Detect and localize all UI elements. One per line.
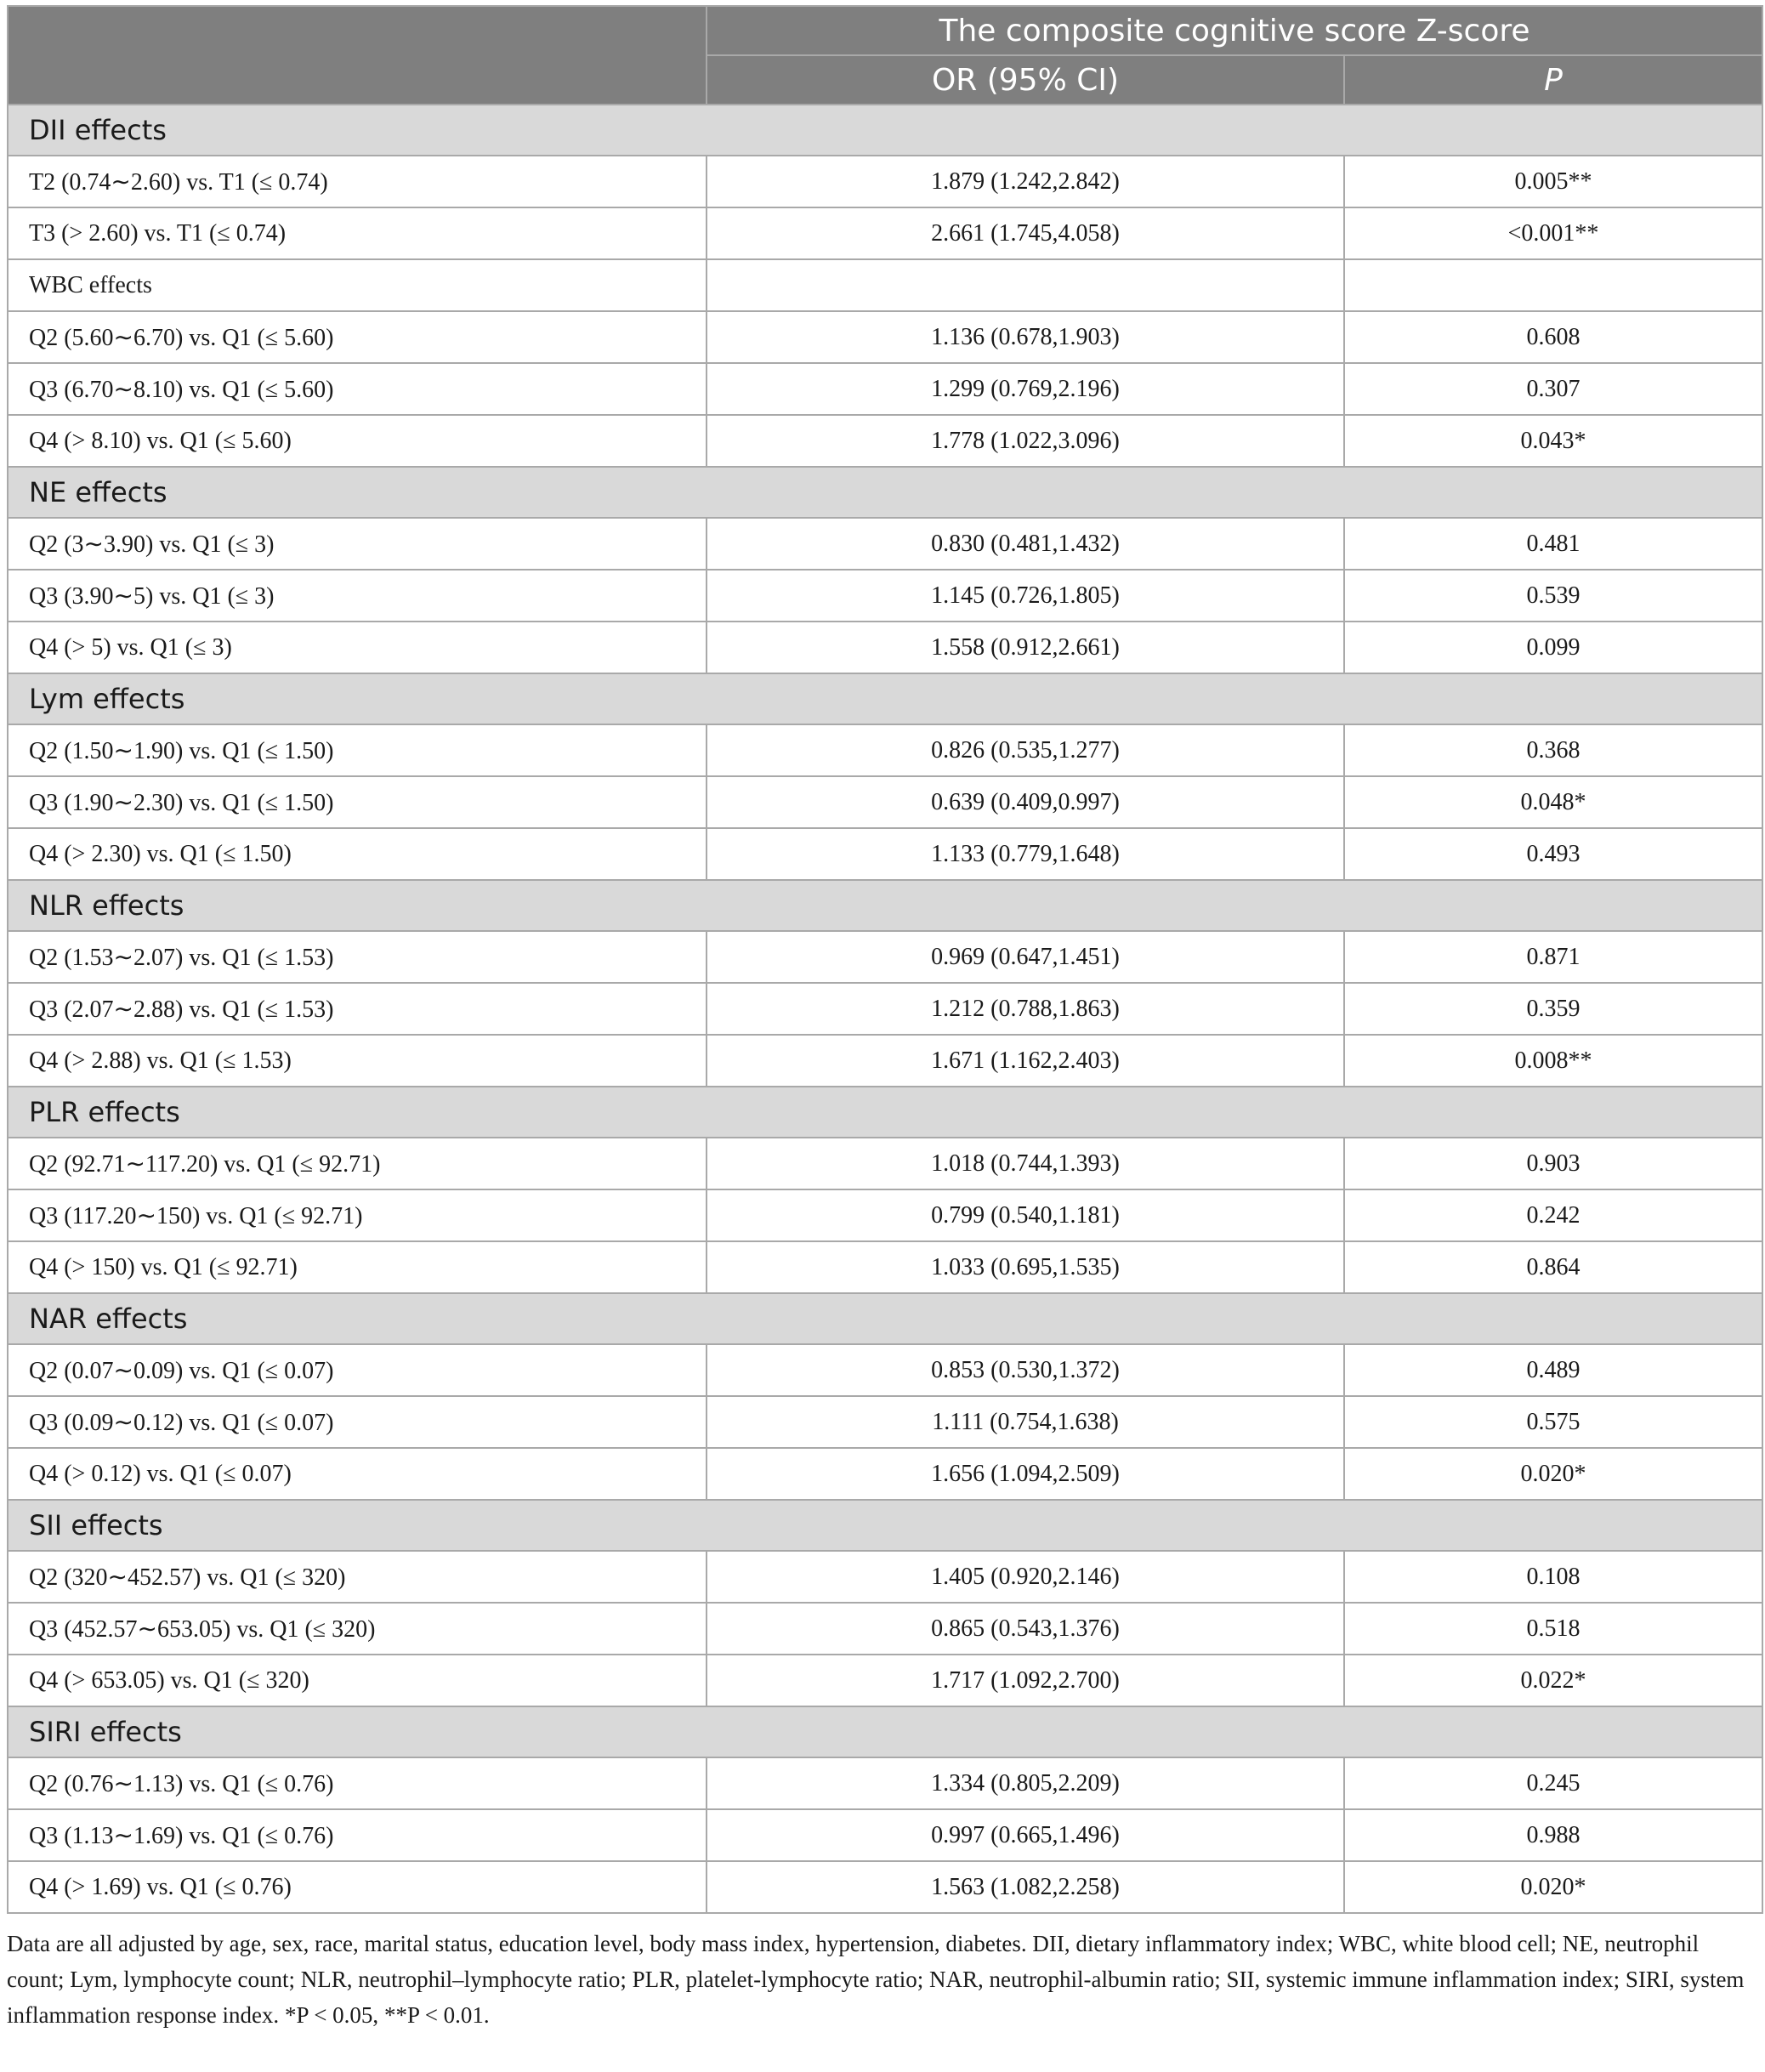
table-row bbox=[8, 931, 1762, 983]
comparison-label: Q4 (> 5) vs. Q1 (≤ 3) bbox=[8, 622, 707, 673]
table-row bbox=[8, 1396, 1762, 1448]
table-row bbox=[8, 983, 1762, 1035]
p-value: 0.099 bbox=[1344, 622, 1762, 673]
odds-ratio-ci: 1.563 (1.082,2.258) bbox=[707, 1861, 1344, 1913]
section-header-row bbox=[8, 105, 1762, 156]
footnote-text: Data are all adjusted by age, sex, race, marital status, education level, body mass index, hypertension, diabetes. DII, dietary inflammatory index; WBC, white blood cell; NE, neutrophil count; Lym, lymphocyte count; NLR, neutrophil–lymphocyte ratio; PLR, platelet-lymphocyte ratio; NAR, neutrophil-albumin ratio; SII, systemic immune inflammation index; SIRI, system inflammation response index. bbox=[7, 1931, 1745, 2028]
comparison-label: Q2 (320∼452.57) vs. Q1 (≤ 320) bbox=[8, 1551, 707, 1603]
section-title: DII effects bbox=[8, 105, 1762, 156]
comparison-label: Q2 (0.76∼1.13) vs. Q1 (≤ 0.76) bbox=[8, 1757, 707, 1809]
p-value: 0.043* bbox=[1344, 415, 1762, 467]
comparison-label: T3 (> 2.60) vs. T1 (≤ 0.74) bbox=[8, 207, 707, 259]
odds-ratio-ci: 1.717 (1.092,2.700) bbox=[707, 1655, 1344, 1706]
odds-ratio-ci: 1.018 (0.744,1.393) bbox=[707, 1138, 1344, 1189]
p-value: 0.245 bbox=[1344, 1757, 1762, 1809]
table-row bbox=[8, 1448, 1762, 1500]
odds-ratio-ci: 1.111 (0.754,1.638) bbox=[707, 1396, 1344, 1448]
odds-ratio-ci: 0.799 (0.540,1.181) bbox=[707, 1189, 1344, 1241]
table-row bbox=[8, 1138, 1762, 1189]
p-value: <0.001** bbox=[1344, 207, 1762, 259]
comparison-label: Q3 (6.70∼8.10) vs. Q1 (≤ 5.60) bbox=[8, 363, 707, 415]
table-row bbox=[8, 1551, 1762, 1603]
p-value: 0.368 bbox=[1344, 724, 1762, 776]
p-value: 0.864 bbox=[1344, 1241, 1762, 1293]
table-row bbox=[8, 207, 1762, 259]
footnote-significance-2: **P < 0.01. bbox=[383, 2002, 490, 2028]
odds-ratio-ci: 1.033 (0.695,1.535) bbox=[707, 1241, 1344, 1293]
odds-ratio-ci: 1.405 (0.920,2.146) bbox=[707, 1551, 1344, 1603]
section-header-row bbox=[8, 1087, 1762, 1138]
section-header-row bbox=[8, 1293, 1762, 1344]
table-row bbox=[8, 570, 1762, 622]
comparison-label: Q4 (> 8.10) vs. Q1 (≤ 5.60) bbox=[8, 415, 707, 467]
section-title: PLR effects bbox=[8, 1087, 1762, 1138]
comparison-label: Q2 (1.50∼1.90) vs. Q1 (≤ 1.50) bbox=[8, 724, 707, 776]
section-header-row bbox=[8, 467, 1762, 518]
comparison-label: Q3 (117.20∼150) vs. Q1 (≤ 92.71) bbox=[8, 1189, 707, 1241]
table-row bbox=[8, 724, 1762, 776]
or-ci-header: OR (95% CI) bbox=[707, 55, 1344, 105]
odds-ratio-ci: 1.879 (1.242,2.842) bbox=[707, 156, 1344, 207]
comparison-label: Q3 (1.13∼1.69) vs. Q1 (≤ 0.76) bbox=[8, 1809, 707, 1861]
odds-ratio-ci: 0.826 (0.535,1.277) bbox=[707, 724, 1344, 776]
table-row bbox=[8, 1035, 1762, 1087]
p-value-header: P bbox=[1344, 55, 1762, 105]
comparison-label: Q4 (> 2.88) vs. Q1 (≤ 1.53) bbox=[8, 1035, 707, 1087]
p-value: 0.489 bbox=[1344, 1344, 1762, 1396]
section-title: NLR effects bbox=[8, 880, 1762, 931]
odds-ratio-ci: 0.853 (0.530,1.372) bbox=[707, 1344, 1344, 1396]
p-value: 0.020* bbox=[1344, 1448, 1762, 1500]
table-row bbox=[8, 363, 1762, 415]
outcome-header: The composite cognitive score Z-score bbox=[707, 6, 1762, 55]
comparison-label: Q3 (452.57∼653.05) vs. Q1 (≤ 320) bbox=[8, 1603, 707, 1655]
table-row bbox=[8, 311, 1762, 363]
table-row bbox=[8, 1757, 1762, 1809]
p-value: 0.242 bbox=[1344, 1189, 1762, 1241]
p-value: 0.307 bbox=[1344, 363, 1762, 415]
section-title: SII effects bbox=[8, 1500, 1762, 1551]
p-value: 0.481 bbox=[1344, 518, 1762, 570]
section-header-row bbox=[8, 1706, 1762, 1757]
p-value: 0.020* bbox=[1344, 1861, 1762, 1913]
comparison-label: Q3 (0.09∼0.12) vs. Q1 (≤ 0.07) bbox=[8, 1396, 707, 1448]
odds-ratio-ci: 1.133 (0.779,1.648) bbox=[707, 828, 1344, 880]
section-title: SIRI effects bbox=[8, 1706, 1762, 1757]
section-header-row bbox=[8, 673, 1762, 724]
table-row bbox=[8, 1861, 1762, 1913]
odds-ratio-ci: 1.136 (0.678,1.903) bbox=[707, 311, 1344, 363]
comparison-label: Q2 (0.07∼0.09) vs. Q1 (≤ 0.07) bbox=[8, 1344, 707, 1396]
header-blank-cell bbox=[8, 6, 707, 105]
table-row bbox=[8, 622, 1762, 673]
odds-ratio-ci: 1.558 (0.912,2.661) bbox=[707, 622, 1344, 673]
odds-ratio-ci: 1.212 (0.788,1.863) bbox=[707, 983, 1344, 1035]
odds-ratio-ci: 0.830 (0.481,1.432) bbox=[707, 518, 1344, 570]
comparison-label: Q4 (> 150) vs. Q1 (≤ 92.71) bbox=[8, 1241, 707, 1293]
section-title: WBC effects bbox=[8, 259, 707, 311]
odds-ratio-ci: 0.639 (0.409,0.997) bbox=[707, 776, 1344, 828]
section-title: Lym effects bbox=[8, 673, 1762, 724]
table-row bbox=[8, 1241, 1762, 1293]
odds-ratio-ci: 1.334 (0.805,2.209) bbox=[707, 1757, 1344, 1809]
section-title: NE effects bbox=[8, 467, 1762, 518]
odds-ratio-ci: 0.997 (0.665,1.496) bbox=[707, 1809, 1344, 1861]
comparison-label: Q3 (1.90∼2.30) vs. Q1 (≤ 1.50) bbox=[8, 776, 707, 828]
p-value: 0.359 bbox=[1344, 983, 1762, 1035]
odds-ratio-ci: 1.299 (0.769,2.196) bbox=[707, 363, 1344, 415]
section-header-row bbox=[8, 880, 1762, 931]
comparison-label: Q2 (1.53∼2.07) vs. Q1 (≤ 1.53) bbox=[8, 931, 707, 983]
p-value: 0.518 bbox=[1344, 1603, 1762, 1655]
comparison-label: Q2 (92.71∼117.20) vs. Q1 (≤ 92.71) bbox=[8, 1138, 707, 1189]
table-row bbox=[8, 1809, 1762, 1861]
table-row bbox=[8, 415, 1762, 467]
results-table-figure bbox=[7, 5, 1762, 2033]
footnote-significance-1: *P < 0.05, bbox=[284, 2002, 379, 2028]
table-row bbox=[8, 1603, 1762, 1655]
odds-ratio-ci: 2.661 (1.745,4.058) bbox=[707, 207, 1344, 259]
odds-ratio-ci: 1.656 (1.094,2.509) bbox=[707, 1448, 1344, 1500]
odds-ratio-ci: 0.969 (0.647,1.451) bbox=[707, 931, 1344, 983]
p-value: 0.903 bbox=[1344, 1138, 1762, 1189]
p-value: 0.988 bbox=[1344, 1809, 1762, 1861]
p-value: 0.871 bbox=[1344, 931, 1762, 983]
comparison-label: Q3 (3.90∼5) vs. Q1 (≤ 3) bbox=[8, 570, 707, 622]
p-value: 0.539 bbox=[1344, 570, 1762, 622]
results-table bbox=[7, 5, 1763, 1914]
p-value: 0.108 bbox=[1344, 1551, 1762, 1603]
table-row bbox=[8, 828, 1762, 880]
empty-cell bbox=[707, 259, 1344, 311]
table-body bbox=[8, 105, 1762, 1913]
table-row bbox=[8, 518, 1762, 570]
table-row bbox=[8, 776, 1762, 828]
p-value: 0.008** bbox=[1344, 1035, 1762, 1087]
comparison-label: T2 (0.74∼2.60) vs. T1 (≤ 0.74) bbox=[8, 156, 707, 207]
p-value: 0.048* bbox=[1344, 776, 1762, 828]
p-value: 0.493 bbox=[1344, 828, 1762, 880]
comparison-label: Q4 (> 2.30) vs. Q1 (≤ 1.50) bbox=[8, 828, 707, 880]
odds-ratio-ci: 1.778 (1.022,3.096) bbox=[707, 415, 1344, 467]
section-header-row bbox=[8, 1500, 1762, 1551]
section-header-row bbox=[8, 259, 1762, 311]
table-row bbox=[8, 1655, 1762, 1706]
comparison-label: Q2 (5.60∼6.70) vs. Q1 (≤ 5.60) bbox=[8, 311, 707, 363]
empty-cell bbox=[1344, 259, 1762, 311]
odds-ratio-ci: 1.145 (0.726,1.805) bbox=[707, 570, 1344, 622]
table-row bbox=[8, 1344, 1762, 1396]
comparison-label: Q4 (> 653.05) vs. Q1 (≤ 320) bbox=[8, 1655, 707, 1706]
comparison-label: Q4 (> 0.12) vs. Q1 (≤ 0.07) bbox=[8, 1448, 707, 1500]
odds-ratio-ci: 1.671 (1.162,2.403) bbox=[707, 1035, 1344, 1087]
comparison-label: Q3 (2.07∼2.88) vs. Q1 (≤ 1.53) bbox=[8, 983, 707, 1035]
table-row bbox=[8, 156, 1762, 207]
table-row bbox=[8, 1189, 1762, 1241]
section-title: NAR effects bbox=[8, 1293, 1762, 1344]
odds-ratio-ci: 0.865 (0.543,1.376) bbox=[707, 1603, 1344, 1655]
comparison-label: Q2 (3∼3.90) vs. Q1 (≤ 3) bbox=[8, 518, 707, 570]
p-value: 0.575 bbox=[1344, 1396, 1762, 1448]
p-value: 0.608 bbox=[1344, 311, 1762, 363]
comparison-label: Q4 (> 1.69) vs. Q1 (≤ 0.76) bbox=[8, 1861, 707, 1913]
p-value: 0.005** bbox=[1344, 156, 1762, 207]
table-footnote bbox=[7, 1926, 1762, 2033]
p-value: 0.022* bbox=[1344, 1655, 1762, 1706]
